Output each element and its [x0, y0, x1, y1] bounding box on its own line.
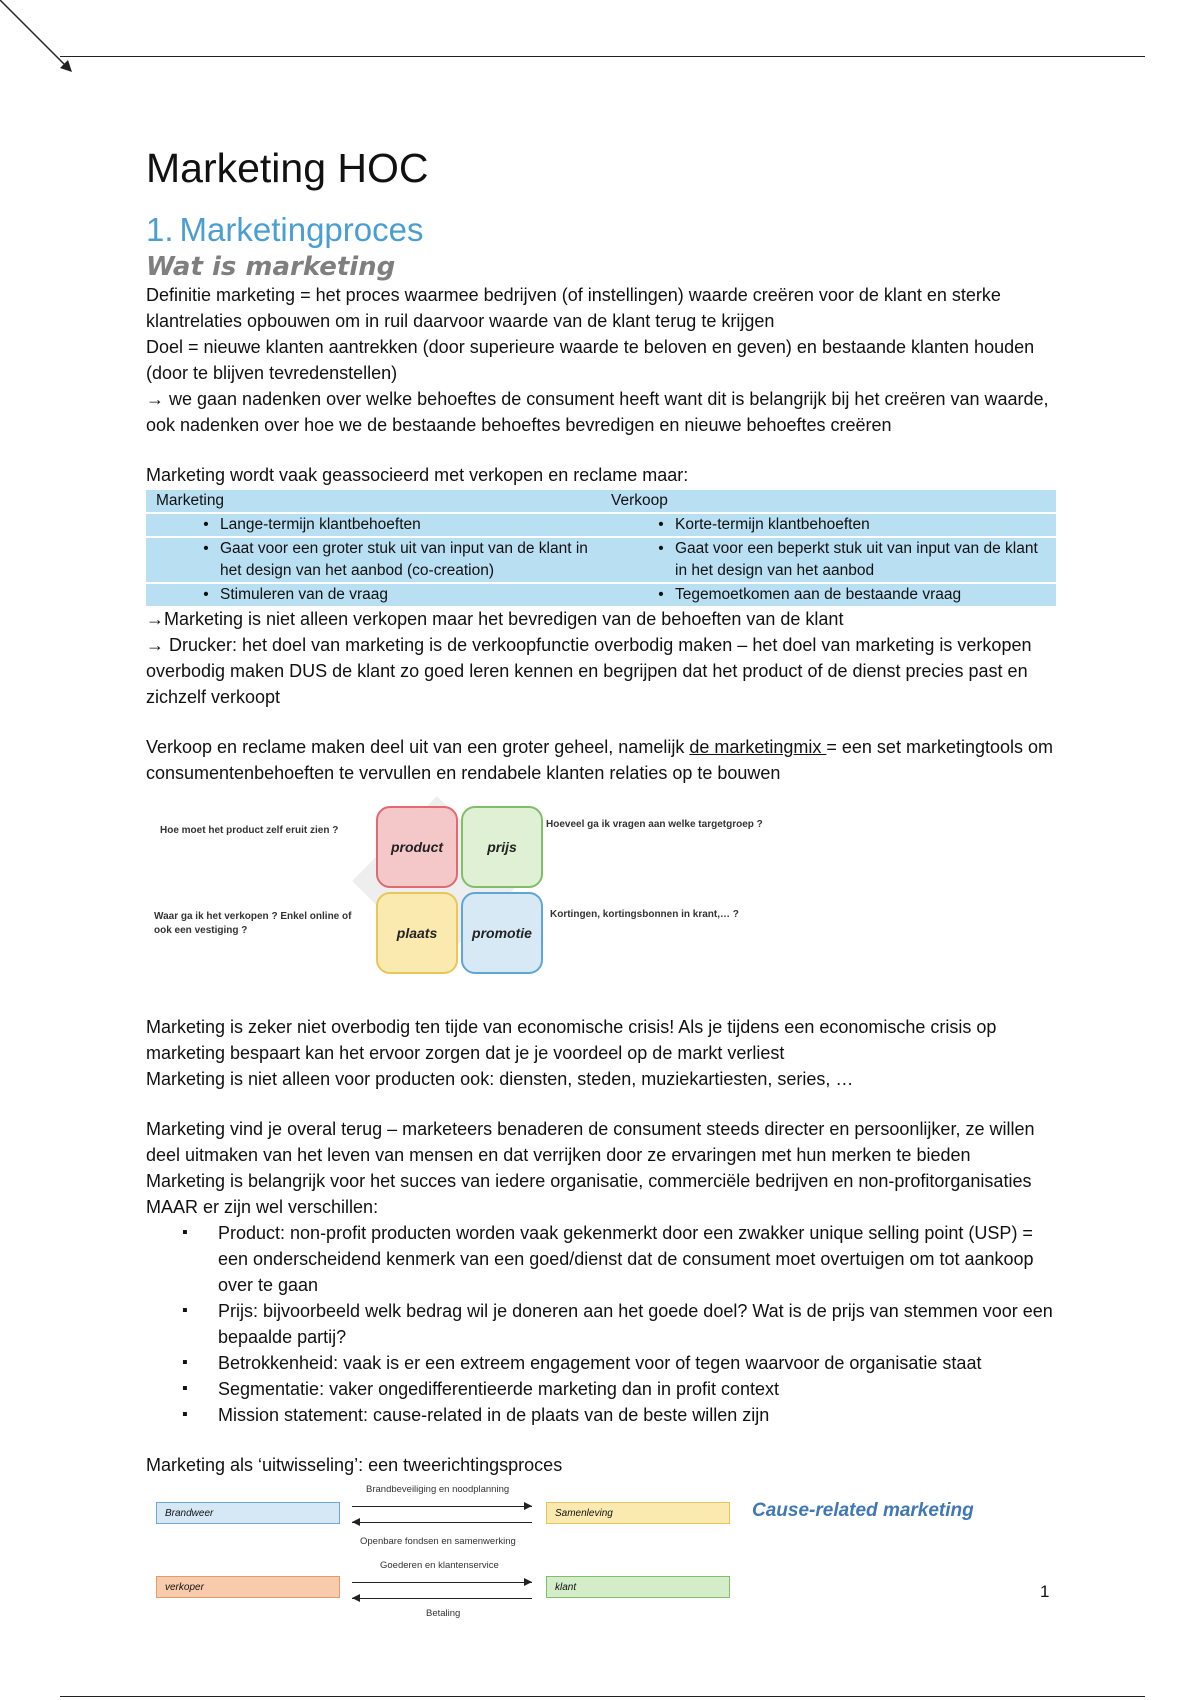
exchange-box-klant: klant: [546, 1576, 730, 1598]
comparison-intro: Marketing wordt vaak geassocieerd met verkopen en reclame maar:: [146, 465, 689, 485]
marketing-mix-diagram: [146, 806, 1056, 1006]
mix-note-plaats: Waar ga ik het verkopen ? Enkel online of ook een vestiging ?: [154, 911, 352, 936]
mix-box-promotie: promotie: [461, 892, 543, 974]
bullet-icon: •: [203, 540, 209, 557]
exchange-box-brandweer: Brandweer: [156, 1502, 340, 1524]
table-row: [146, 537, 1056, 583]
comparison-table: [146, 490, 1056, 606]
list-item: ▪ Mission statement: cause-related in de plaats van de beste willen zijn: [218, 1402, 1056, 1428]
table-cell: Gaat voor een beperkt stuk uit van input van de klant in het design van het aanbod: [675, 540, 1038, 579]
table-row: [146, 583, 1056, 606]
bullet-icon: •: [203, 586, 209, 603]
drucker-paragraph: → Drucker: het doel van marketing is de verkoopfunctie overbodig maken – het doel van marketing is verkopen overbodig maken DUS de klant zo goed leren kennen en begrijpen dat het product of de dienst precies past en zichzelf verkoopt: [146, 635, 1032, 707]
document-title: Marketing HOC: [146, 145, 429, 191]
list-item: ▪ Prijs: bijvoorbeeld welk bedrag wil je doneren aan het goede doel? Wat is de prijs van stemmen voor een bepaalde partij?: [218, 1298, 1056, 1350]
cause-related-label: Cause-related marketing: [752, 1500, 974, 1521]
table-header-row: [146, 490, 1056, 513]
mix-box-prijs: prijs: [461, 806, 543, 888]
list-item: ▪ Product: non-profit producten worden vaak gekenmerkt door een zwakker unique selling point (USP) = een onderscheidend kenmerk van een goed/dienst dat de consument moet overtuigen om tot aankoop over te gaan: [218, 1220, 1056, 1298]
mix-note-product: Hoe moet het product zelf eruit zien ?: [160, 825, 339, 836]
list-item: ▪ Segmentatie: vaker ongedifferentieerde marketing dan in profit context: [218, 1376, 1056, 1402]
exchange-arrowheads-icon: [346, 1484, 546, 1624]
not-only-products-paragraph: Marketing is niet alleen voor producten ook: diensten, steden, muziekartiesten, series, …: [146, 1069, 854, 1089]
exchange-label-bottom-2: Betaling: [426, 1608, 461, 1619]
needs-paragraph: → we gaan nadenken over welke behoeftes de consument heeft want dit is belangrijk bij het creëren van waarde, ook nadenken over hoe we de bestaande behoeftes bevredigen en nieuwe behoeftes creëren: [146, 389, 1049, 435]
exchange-label-top-2: Goederen en klantenservice: [380, 1560, 499, 1571]
exchange-label-bottom-1: Openbare fondsen en samenwerking: [360, 1536, 516, 1547]
everywhere-paragraph: Marketing vind je overal terug – marketeers benaderen de consument steeds directer en persoonlijker, ze willen deel uitmaken van het leven van mensen en dat verrijken door ze ervaringen met hun merken te bieden: [146, 1119, 1035, 1165]
footer-rule: [60, 1696, 1145, 1697]
exchange-label-top-1: Brandbeveiliging en noodplanning: [366, 1484, 510, 1495]
mix-box-product: product: [376, 806, 458, 888]
table-cell: Korte-termijn klantbehoeften: [675, 516, 870, 533]
differences-list: [146, 1220, 1056, 1428]
differences-paragraph: Marketing is belangrijk voor het succes van iedere organisatie, commerciële bedrijven en non-profitorganisaties MAAR er zijn wel verschillen:: [146, 1171, 1032, 1217]
list-item: ▪ Betrokkenheid: vaak is er een extreem engagement voor of tegen waarvoor de organisatie staat: [218, 1350, 1056, 1376]
mix-note-promotie: Kortingen, kortingsbonnen in krant,… ?: [550, 909, 739, 920]
exchange-box-samenleving: Samenleving: [546, 1502, 730, 1524]
bullet-icon: •: [658, 586, 664, 603]
section-heading: [146, 210, 1056, 250]
exchange-box-verkoper: verkoper: [156, 1576, 340, 1598]
section-title: Marketingproces: [179, 211, 424, 248]
goal-paragraph: Doel = nieuwe klanten aantrekken (door superieure waarde te beloven en geven) en bestaande klanten houden (door te blijven tevredenstellen): [146, 337, 1035, 383]
subsection-heading: Wat is marketing: [146, 252, 396, 282]
exchange-intro: Marketing als ‘uitwisseling’: een tweerichtingsproces: [146, 1455, 563, 1475]
header-rule: [60, 56, 1145, 57]
document-page: [146, 130, 1056, 1634]
page-number: 1: [1040, 1582, 1050, 1601]
definition-paragraph: Definitie marketing = het proces waarmee bedrijven (of instellingen) waarde creëren voor de klant en sterke klantrelaties opbouwen om in ruil daarvoor waarde van de klant terug te krijgen: [146, 285, 1001, 331]
table-cell: Tegemoetkomen aan de bestaande vraag: [675, 586, 962, 603]
marketing-mix-intro: Verkoop en reclame maken deel uit van een groter geheel, namelijk de marketingmix = een set marketingtools om consumentenbehoeften te vervullen en rendabele klanten relaties op te bouwen: [146, 737, 1054, 783]
mix-box-plaats: plaats: [376, 892, 458, 974]
corner-arrow-icon: [0, 0, 80, 80]
table-cell: Stimuleren van de vraag: [220, 586, 389, 603]
bullet-icon: •: [203, 516, 209, 533]
bullet-icon: •: [658, 516, 664, 533]
table-cell: Lange-termijn klantbehoeften: [220, 516, 421, 533]
mix-note-prijs: Hoeveel ga ik vragen aan welke targetgroep ?: [546, 819, 763, 830]
section-number: 1.: [146, 211, 174, 248]
marketingmix-term: de marketingmix: [689, 737, 827, 757]
table-cell: Gaat voor een groter stuk uit van input van de klant in het design van het aanbod (co-creation): [220, 540, 588, 579]
table-header-verkoop: Verkoop: [601, 490, 1056, 513]
not-only-selling: →Marketing is niet alleen verkopen maar het bevredigen van de behoeften van de klant: [146, 609, 844, 629]
bullet-icon: •: [658, 540, 664, 557]
table-header-marketing: Marketing: [146, 490, 601, 513]
crisis-paragraph: Marketing is zeker niet overbodig ten tijde van economische crisis! Als je tijdens een economische crisis op marketing bespaart kan het ervoor zorgen dat je je voordeel op de markt verliest: [146, 1017, 997, 1063]
table-row: [146, 513, 1056, 537]
exchange-diagram: [146, 1484, 1056, 1634]
